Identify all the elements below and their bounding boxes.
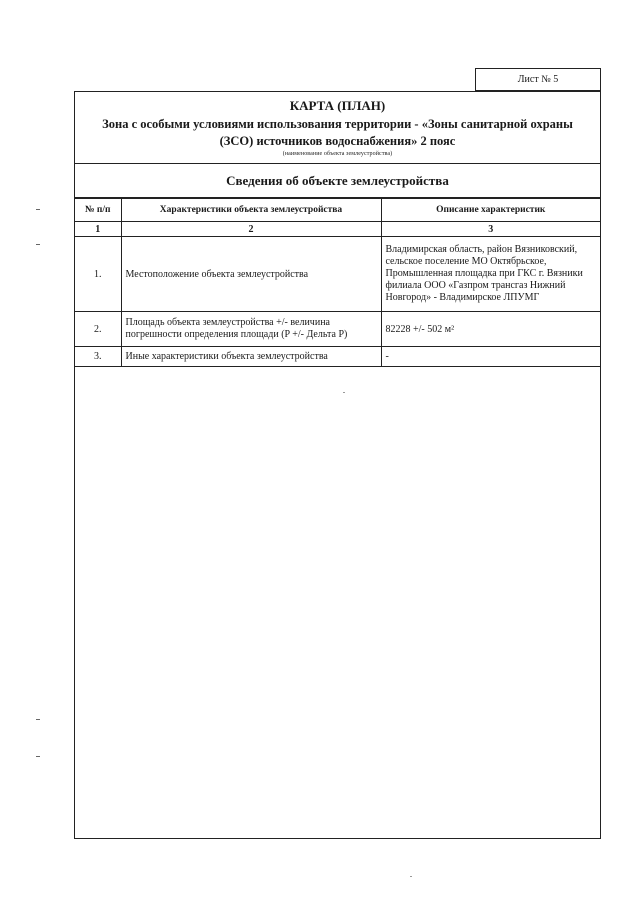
row-number: 3. [75,347,121,367]
row-description: 82228 +/- 502 м² [381,312,600,347]
table-header-row [75,199,600,222]
section-title [75,164,600,198]
table-row [75,312,600,347]
row-description: Владимирская область, район Вязниковский, сельское поселение МО Октябрьское, Промышленная площадка при ГКС г. Вязники филиала ООО «Газпром трансгаз Нижний Новгород» - Владимирское ЛПУМГ [381,237,600,312]
sheet-number [475,68,601,91]
zone-title: Зона с особыми условиями использования территории - «Зоны санитарной охраны (ЗСО) источников водоснабжения» 2 пояс [102,117,573,148]
row-number: 1. [75,237,121,312]
row-characteristic: Местоположение объекта землеустройства [121,237,381,312]
row-description: - [381,347,600,367]
row-number: 2. [75,312,121,347]
col-header-number: № п/п [75,199,121,222]
scan-speck [410,876,412,877]
scan-mark [36,719,40,720]
column-number: 3 [381,222,600,237]
characteristics-table [75,198,600,367]
section-title-text: Сведения об объекте землеустройства [226,172,449,188]
col-header-characteristic: Характеристики объекта землеустройства [121,199,381,222]
scan-speck [343,392,345,393]
row-characteristic: Иные характеристики объекта землеустройства [121,347,381,367]
scan-mark [36,756,40,757]
col-header-description: Описание характеристик [381,199,600,222]
row-characteristic: Площадь объекта землеустройства +/- величина погрешности определения площади (P +/- Дельта P) [121,312,381,347]
object-name-caption: (наименование объекта землеустройства) [282,151,393,157]
column-number-row [75,222,600,237]
document-frame [74,91,601,839]
scan-mark [36,244,40,245]
document-header [75,92,600,164]
table-row [75,347,600,367]
column-number: 1 [75,222,121,237]
scan-mark [36,209,40,210]
map-title: КАРТА (ПЛАН) [289,98,386,113]
sheet-number-label: Лист № 5 [517,74,559,85]
column-number: 2 [121,222,381,237]
table-row [75,237,600,312]
